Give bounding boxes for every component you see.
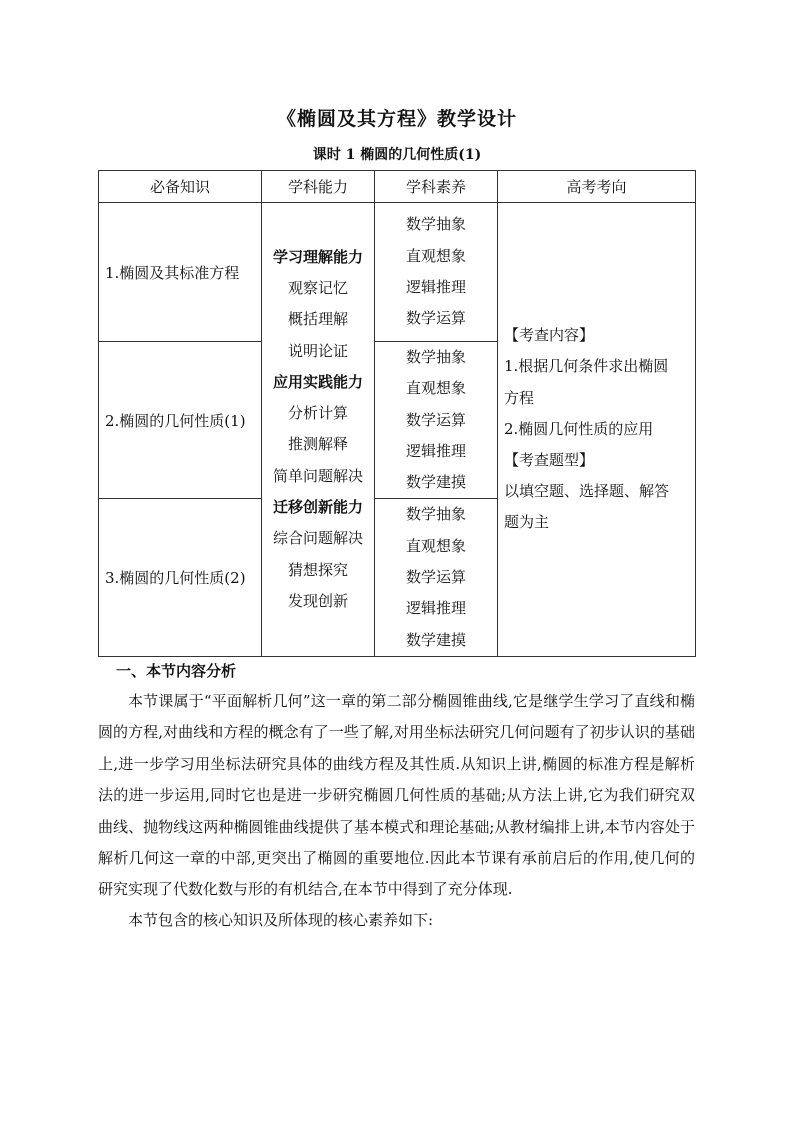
- ability-item: 概括理解: [287, 310, 348, 329]
- header-knowledge: 必备知识: [99, 171, 262, 203]
- ability-item: 迁移创新能力: [272, 498, 363, 517]
- ability-item: 分析计算: [287, 404, 348, 423]
- literacy-item: 直观想象: [405, 246, 466, 265]
- literacy-item: 数学运算: [405, 410, 466, 429]
- ability-item: 综合问题解决: [272, 529, 363, 548]
- literacy-item: 数学建摸: [405, 473, 466, 492]
- ability-item: 推测解释: [287, 435, 348, 454]
- ability-item: 发现创新: [287, 591, 348, 610]
- ability-item: 简单问题解决: [272, 466, 363, 485]
- ability-cell: [262, 203, 375, 657]
- literacy-item: 数学运算: [405, 309, 466, 328]
- teaching-design-table: [98, 170, 696, 657]
- literacy-item: 逻辑推理: [405, 278, 466, 296]
- literacy-item: 数学建摸: [405, 630, 466, 649]
- literacy-cell: [375, 203, 498, 342]
- literacy-cell: [375, 342, 498, 499]
- summary-paragraph: 本节包含的核心知识及所体现的核心素养如下:: [128, 911, 434, 929]
- exam-line: 2.椭圆几何性质的应用: [504, 419, 654, 438]
- ability-item: 应用实践能力: [272, 372, 363, 391]
- exam-line: 方程: [504, 388, 535, 407]
- ability-item: 猜想探究: [287, 560, 348, 579]
- knowledge-cell: 1.椭圆及其标准方程: [99, 203, 262, 342]
- literacy-item: 逻辑推理: [405, 599, 466, 618]
- knowledge-cell: 3.椭圆的几何性质(2): [99, 499, 262, 656]
- analysis-paragraph: 本节课属于“平面解析几何”这一章的第二部分椭圆锥曲线,它是继学生学习了直线和椭圆的方程,对曲线和方程的概念有了一些了解,对用坐标法研究几何问题有了初步认识的基础上,进一步学习用坐标法研究具体的曲线方程及其性质.从知识上讲,椭圆的标准方程是解析法的进一步运用,同时它也是进一步研究椭圆几何性质的基础;从方法上讲,它为我们研究双曲线、抛物线这两种椭圆锥曲线提供了基本模式和理论基础;从教材编排上讲,本节内容处于解析几何这一章的中部,更突出了椭圆的重要地位.因此本节课有承前启后的作用,使几何的研究实现了代数化数与形的有机结合,在本节中得到了充分体现.: [98, 692, 695, 899]
- ability-item: 学习理解能力: [272, 247, 363, 266]
- header-ability: 学科能力: [262, 171, 375, 203]
- lesson-subtitle: 课时 1 椭圆的几何性质(1): [312, 147, 482, 163]
- exam-cell: [498, 203, 696, 657]
- header-literacy: 学科素养: [375, 171, 498, 203]
- exam-line: 1.根据几何条件求出椭圆: [504, 357, 669, 376]
- document-title: 《椭圆及其方程》教学设计: [276, 108, 517, 130]
- knowledge-cell: 2.椭圆的几何性质(1): [99, 342, 262, 499]
- header-exam: 高考考向: [498, 171, 696, 203]
- literacy-item: 数学抽象: [405, 505, 466, 524]
- table-header-row: [99, 171, 696, 203]
- literacy-item: 直观想象: [405, 536, 466, 555]
- literacy-item: 直观想象: [405, 379, 466, 398]
- ability-item: 观察记忆: [287, 279, 348, 297]
- exam-line: 【考查内容】: [504, 326, 595, 345]
- literacy-item: 逻辑推理: [405, 441, 466, 460]
- table-row: [99, 203, 696, 342]
- literacy-item: 数学抽象: [405, 215, 466, 234]
- section-heading: 一、本节内容分析: [116, 662, 237, 680]
- ability-item: 说明论证: [287, 341, 348, 360]
- exam-line: 题为主: [504, 513, 550, 532]
- literacy-cell: [375, 499, 498, 656]
- literacy-item: 数学运算: [405, 568, 466, 587]
- exam-line: 【考查题型】: [504, 451, 595, 470]
- exam-line: 以填空题、选择题、解答: [504, 482, 670, 501]
- literacy-item: 数学抽象: [405, 348, 466, 366]
